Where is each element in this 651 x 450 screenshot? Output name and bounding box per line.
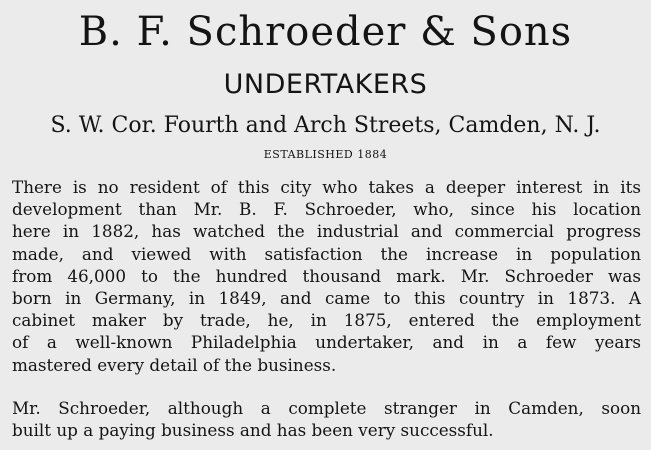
paragraph-line: of a well-known Philadelphia undertaker, and in a few years bbox=[12, 332, 641, 353]
paragraph-line: made, and viewed with satisfaction the increase in population bbox=[12, 243, 641, 264]
firm-name-heading: B. F. Schroeder & Sons bbox=[78, 9, 573, 55]
paragraph-line: from 46,000 to the hundred thousand mark. Mr. Schroeder was bbox=[12, 265, 641, 286]
paragraph-line: built up a paying business and has been very successful. bbox=[12, 420, 494, 441]
paragraph-line: Mr. Schroeder, although a complete stranger in Camden, soon bbox=[12, 398, 641, 418]
established-line: ESTABLISHED 1884 bbox=[263, 148, 388, 161]
biography-paragraph-2 bbox=[12, 397, 641, 441]
paragraph-line: here in 1882, has watched the industrial and commercial progress bbox=[12, 221, 641, 242]
address-line: S. W. Cor. Fourth and Arch Streets, Camden, N. J. bbox=[50, 113, 601, 138]
trade-subheading: UNDERTAKERS bbox=[223, 69, 428, 100]
paragraph-line: There is no resident of this city who takes a deeper interest in its bbox=[12, 177, 641, 197]
paragraph-line: born in Germany, in 1849, and came to this country in 1873. A bbox=[12, 288, 641, 309]
paragraph-line: mastered every detail of the business. bbox=[12, 354, 337, 375]
paragraph-line: development than Mr. B. F. Schroeder, who, since his location bbox=[12, 199, 641, 220]
biography-paragraph-1 bbox=[12, 176, 641, 376]
paragraph-line: cabinet maker by trade, he, in 1875, entered the employment bbox=[12, 310, 641, 331]
